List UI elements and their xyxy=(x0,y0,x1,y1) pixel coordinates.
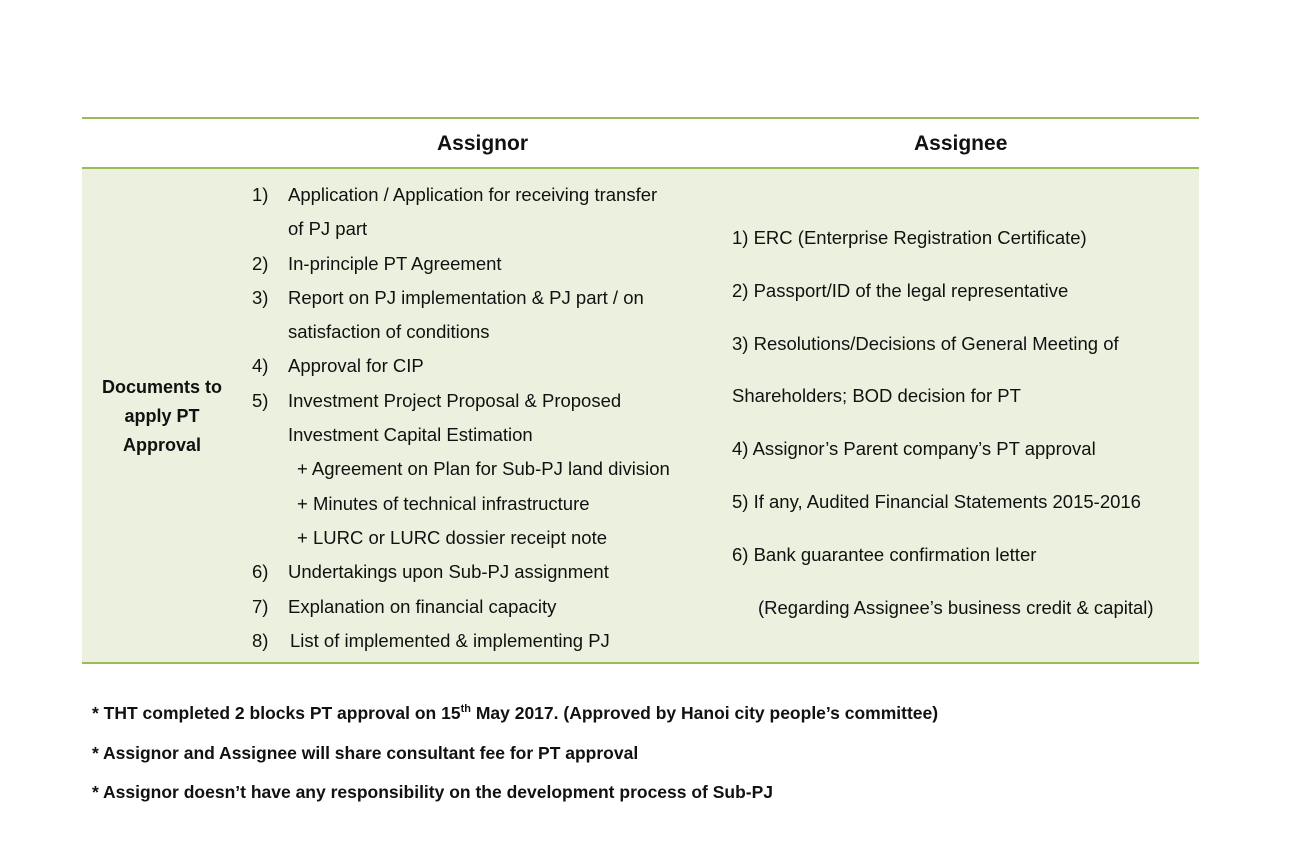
list-item-text: Investment Project Proposal & Proposed xyxy=(288,389,622,411)
assignor-list-item xyxy=(252,212,722,246)
documents-table xyxy=(82,117,1199,664)
assignor-document-list xyxy=(252,178,722,658)
assignee-list-item: (Regarding Assignee’s business credit & capital) xyxy=(758,596,1154,618)
assignor-list-item xyxy=(252,452,722,486)
list-number: 3) xyxy=(252,286,269,308)
list-item-text: of PJ part xyxy=(288,218,368,240)
assignee-list-item: Shareholders; BOD decision for PT xyxy=(732,385,1021,407)
row-label xyxy=(82,373,242,460)
assignor-list-item xyxy=(252,281,722,315)
row-label-line: Documents to xyxy=(101,377,222,397)
assignor-list-item xyxy=(252,521,722,555)
list-item-text: Investment Capital Estimation xyxy=(288,424,533,446)
list-number: 4) xyxy=(252,355,269,377)
assignor-list-item xyxy=(252,487,722,521)
assignor-list-item xyxy=(252,178,722,212)
row-label-line: apply PT xyxy=(124,406,200,426)
list-number: 8) xyxy=(252,629,269,651)
assignee-document-list xyxy=(732,221,1192,643)
list-item-text: Application / Application for receiving transfer xyxy=(288,184,658,205)
assignee-list-item: 3) Resolutions/Decisions of General Meeting of xyxy=(732,332,1119,354)
list-item-text: + LURC or LURC dossier receipt note xyxy=(297,526,608,548)
list-item-text: Explanation on financial capacity xyxy=(288,595,557,617)
notes-section xyxy=(92,696,938,815)
note-line: * Assignor and Assignee will share consultant fee for PT approval xyxy=(92,742,639,763)
list-item-text: List of implemented & implementing PJ xyxy=(290,629,610,651)
assignor-list-item xyxy=(252,247,722,281)
ordinal-suffix: th xyxy=(460,703,471,715)
assignor-list-item xyxy=(252,349,722,383)
assignor-list-item xyxy=(252,624,722,658)
assignee-list-item: 4) Assignor’s Parent company’s PT approval xyxy=(732,438,1096,460)
note-line: * Assignor doesn’t have any responsibility on the development process of Sub-PJ xyxy=(92,782,774,802)
assignee-list-item: 5) If any, Audited Financial Statements 2015-2016 xyxy=(732,490,1141,512)
assignee-list-item: 6) Bank guarantee confirmation letter xyxy=(732,543,1037,565)
assignor-header: Assignor xyxy=(437,132,529,155)
list-number: 1) xyxy=(252,184,269,205)
note-line xyxy=(92,696,938,736)
table-header-row xyxy=(82,119,1199,167)
assignor-list-item xyxy=(252,384,722,418)
assignor-list-item xyxy=(252,418,722,452)
list-number: 7) xyxy=(252,595,269,617)
list-number: 5) xyxy=(252,389,269,411)
assignee-header: Assignee xyxy=(914,132,1008,155)
list-number: 6) xyxy=(252,561,269,583)
assignee-list-item: 2) Passport/ID of the legal representative xyxy=(732,279,1069,301)
list-item-text: Report on PJ implementation & PJ part / on xyxy=(288,286,644,308)
list-number: 2) xyxy=(252,252,269,274)
assignor-list-item xyxy=(252,315,722,349)
row-label-line: Approval xyxy=(122,435,201,455)
list-item-text: In-principle PT Agreement xyxy=(288,252,502,274)
list-item-text: satisfaction of conditions xyxy=(288,321,490,343)
table-bottom-rule xyxy=(82,662,1199,664)
list-item-text: + Minutes of technical infrastructure xyxy=(297,492,590,514)
assignee-list-item: 1) ERC (Enterprise Registration Certificate) xyxy=(732,227,1087,248)
table-body-row xyxy=(82,169,1199,662)
note-text: * THT completed 2 blocks PT approval on 15 xyxy=(92,703,461,723)
list-item-text: + Agreement on Plan for Sub-PJ land division xyxy=(297,458,670,480)
note-text: May 2017. (Approved by Hanoi city people’s committee) xyxy=(470,703,939,723)
assignor-list-item xyxy=(252,590,722,624)
list-item-text: Undertakings upon Sub-PJ assignment xyxy=(288,561,609,583)
list-item-text: Approval for CIP xyxy=(288,355,424,377)
assignor-list-item xyxy=(252,555,722,589)
